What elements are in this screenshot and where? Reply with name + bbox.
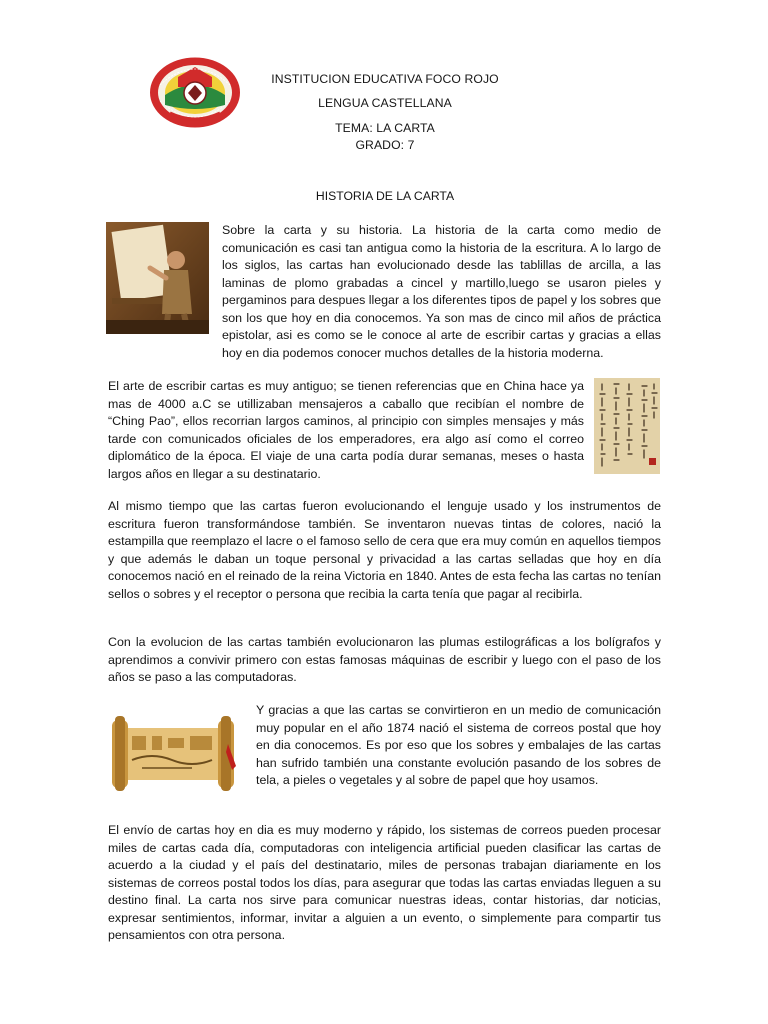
grade-line: GRADO: 7 xyxy=(355,138,415,152)
subject-name: LENGUA CASTELLANA xyxy=(318,96,452,110)
calligraphy-illustration xyxy=(594,378,660,474)
paragraph-1a xyxy=(222,222,661,362)
document-title: HISTORIA DE LA CARTA xyxy=(315,189,455,203)
paragraph-6 xyxy=(108,822,661,945)
paragraph-2 xyxy=(108,378,584,483)
school-logo xyxy=(148,55,242,130)
paragraph-4 xyxy=(108,634,661,687)
paragraph-3 xyxy=(108,498,661,603)
paragraph-4-text: Con la evolucion de las cartas también evolucionaron las plumas estilográficas a los bolígrafos y aprendimos a convivir primero con estas famosas máquinas de escribir y luego con el paso de los años se paso a las computadoras. xyxy=(108,635,661,684)
institution-name: INSTITUCION EDUCATIVA FOCO ROJO xyxy=(271,72,499,86)
paragraph-5 xyxy=(256,702,661,790)
paragraph-2-text: El arte de escribir cartas es muy antiguo; se tienen referencias que en China hace ya mas de 4000 a.C se utillizaban mensajeros a caballo que recibían el nombre de “Ching Pao”, ellos recorrian largos caminos, al principio con simples mensajes y más tarde con comunicados oficiales de los emperadores, era algo así como el correo diplomático de la época. El viaje de una carta podía durar semanas, meses o hasta largos años en llegar a su destinatario. xyxy=(108,379,584,481)
painting-illustration xyxy=(106,222,209,334)
papyrus-scroll-illustration xyxy=(112,716,238,791)
paragraph-1-text: Sobre la carta y su historia. La historia de la carta como medio de comunicación es casi tan antigua como la historia de la escritura. A lo largo de los siglos, las cartas han evolucionado desde las tablillas de arcilla, a las laminas de plomo grabadas a cincel y martillo,luego se usaron pieles y pergaminos para despues llegar a los diferentes tipos de papel y los sobres que son los que hoy en dia conocemos. Ya son mas de cinco mil años de práctica epistolar, asi es como se le conoce al arte de escribir cartas y gracias a ellas hoy en dia podemos conocer muchos detalles de la historia moderna. xyxy=(222,223,661,360)
paragraph-6-text: El envío de cartas hoy en dia es muy moderno y rápido, los sistemas de correos pueden procesar miles de cartas cada día, computadoras con inteligencia artificial pueden clasificar las cartas de acuerdo a la ciudad y el país del destinatario, miles de personas trabajan diariamente en los sistemas de correos postal todos los días, para asegurar que todas las cartas enviadas lleguen a su destino final. La carta nos sirve para comunicar nuestras ideas, contar historias, dar noticias, expresar sentimientos, informar, invitar a alguien a un evento, o simplemente para compartir tus pensamientos con otra persona. xyxy=(108,823,661,942)
topic-line: TEMA: LA CARTA xyxy=(335,121,435,135)
paragraph-5-text: Y gracias a que las cartas se convirtieron en un medio de comunicación muy popular en el año 1874 nació el sistema de correos postal que hoy en dia conocemos. Es por eso que los sobres y embalajes de las cartas han sufrido también una constante evolución pasando de los sobres de tela, a pieles o vegetales y al sobre de papel que hoy usamos. xyxy=(256,703,661,787)
paragraph-3-text: Al mismo tiempo que las cartas fueron evolucionando el lenguje usado y los instrumentos de escritura fueron transformándose también. Se inventaron nuevas tintas de colores, nació la estampilla que reemplazo el lacre o el famoso sello de cera que era muy común en aquellos tiempos y que además le daban un toque personal y privacidad a las cartas selladas que hoy en día conocemos nació en el reinado de la reina Victoria en 1840. Antes de esta fecha las cartas no tenían sellos o sobres y el receptor o persona que recibia la carta tenía que pagar al recibirla. xyxy=(108,499,661,601)
